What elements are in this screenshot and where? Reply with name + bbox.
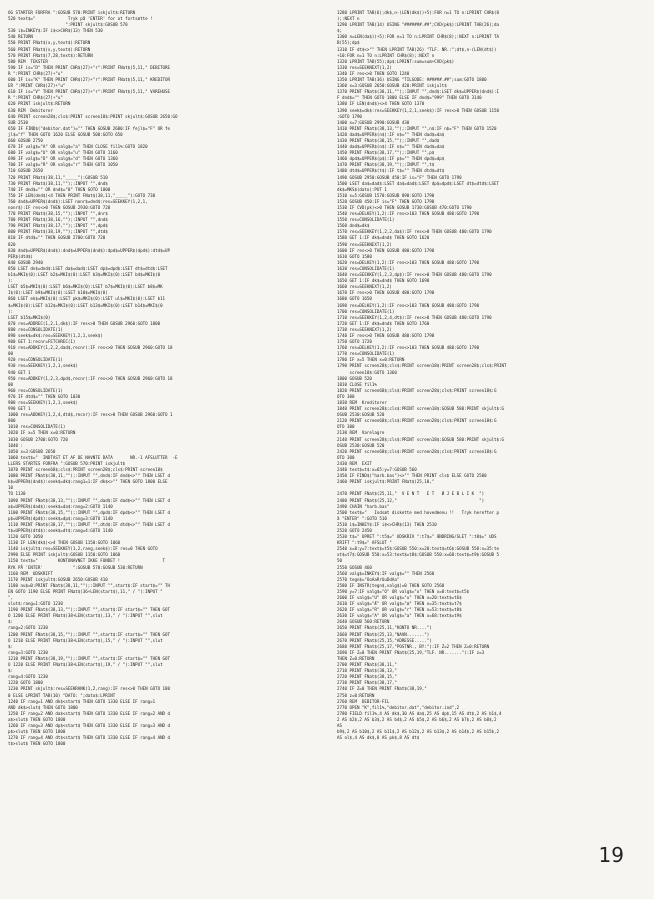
- right-code-line: 1750 GOTO 1720: [337, 339, 372, 345]
- right-code-line: 1780 IF x=5 THEN x=0:RETURN: [337, 357, 405, 363]
- left-code-line: ":PRINT skjult$:GOSUB 570: [8, 22, 128, 28]
- right-code-line: 1380 IF LEN(dnd$)<>4 THEN GOTO 1370: [337, 101, 425, 107]
- left-code-line: I$(0):LSET b9$=MKI$(0):LSET b10$=MKI$(0): [8, 290, 108, 296]
- right-code-line: :GOTO 1790: [337, 113, 362, 119]
- left-code-line: LSET b5$=MKI$(0):LSET b6$=MKI$(0):LSET b7$=MKI$(0):LSET b8$=MK: [8, 284, 163, 290]
- left-code-line: 1040 :: [8, 442, 23, 448]
- right-code-line: 2530 t$=" OPRET ":t5$=" UDSKRIV ":t7$=" ÆNDRING/SLET ":t8$=" UDS: [337, 534, 497, 540]
- right-code-line: 1330 res=SEEKNEXT(1,2): [337, 64, 392, 70]
- right-code-line: b9$,2 AS b10$,2 AS b11$,2 AS b12$,2 AS b13$,2 AS b14$,2 AS b15$,2: [337, 729, 500, 735]
- right-code-line: 2420 PRINT screen68$;cls$:PRINT screen28$;cls$:PRINT screen18$:G: [337, 448, 497, 454]
- right-code-line: THEN Z=0:RETURN: [337, 655, 375, 661]
- left-code-line: LLERS STARTES FORFRA ":GOSUB 570:PRINT iskjult$: [8, 460, 126, 466]
- right-code-line: 1840 PRINT screen28$;cls$:PRINT screen18$:GOSUB 580:PRINT skjult$:G: [337, 406, 505, 412]
- left-code-line: a$=UPPER$(dad$):seek$=da$:rang=2:GOTO 1140: [8, 503, 113, 509]
- left-code-line: 550 PRINT FNat$(x,y,text$):RETURN: [8, 40, 91, 46]
- right-code-line: 2590 y=7:IF valg$="O" OR valg$="o" THEN x=8:text$=t5$: [337, 588, 470, 594]
- right-code-line: OSUB 2530:GOSUB 520: [337, 442, 385, 448]
- left-code-line: 580 REM TEKSTER: [8, 58, 48, 64]
- left-code-line: 1230 PRINT skjult$:res=SEEKRANK(1,2,rang):IF res<>0 THEN GOTO 180: [8, 686, 171, 692]
- right-code-line: screen18$:GOTO 1360: [337, 369, 397, 375]
- left-code-line: 970 IF dtd$="" THEN GOTO 1030: [8, 393, 81, 399]
- right-code-line: 2760 REM DEBITOR-FIL: [337, 698, 390, 704]
- left-code-line: 730 PRINT FNat$(38,11,"");:INPUT "",dnd$: [8, 180, 108, 186]
- right-code-line: 2600 IF valg$="U" OR valg$="u" THEN x=20:text$=t6$: [337, 595, 462, 600]
- right-code-line: 2430 REM EXIT: [337, 460, 372, 466]
- right-code-line: 1650 GET 1:IF dk$=dnd$ THEN GOTO 1690: [337, 278, 430, 284]
- right-code-line: OTO 300: [337, 424, 355, 430]
- right-code-line: 1680 GOTO 1650: [337, 296, 372, 302]
- left-code-line: R ":PRINT CHR$(27)+"u": [8, 95, 63, 101]
- left-code-line: 00: [8, 381, 13, 387]
- left-code-line: slut$:rang=1:GOTO 1230: [8, 601, 63, 607]
- right-code-line: 2580 IF INSTR(tegn$,valg$)=0 THEN GOTO 2560: [337, 582, 445, 588]
- left-code-line: 1000 res=ADDKEY(1,2,4,dtd$,recnr):IF res<>0 THEN GOSUB 2960:GOTO 1: [8, 412, 173, 418]
- right-code-line: dk$=MKS$(dato):PUT 1: [337, 186, 387, 192]
- right-code-line: 1760 res=DELKEY(1,2):IF res<>103 THEN GOSUB 480:GOTO 1790: [337, 345, 480, 351]
- left-code-line: p$=UPPER$(dpd$):seek$=dp$:rang=3:GOTO 1140: [8, 515, 113, 521]
- right-code-line: 2610 IF valg$="Æ" OR valg$="æ" THEN x=35:text$=t7$: [337, 601, 462, 607]
- right-code-line: 1360 x=3:GOSUB 2650:GOSUB 420:PRINT iskjult$: [337, 83, 447, 89]
- left-code-line: 520 text$=" Tryk på 'ENTER' for at fortsætte !: [8, 16, 153, 22]
- right-code-line: 2650 PRINT FNat$(25,11,"KONTO NR...."): [337, 625, 432, 631]
- right-code-line: 1510 x=5:GOSUB 1570:GOSUB 890:GOTO 1790: [337, 192, 435, 198]
- left-code-line: 720 PRINT FNat$(38,11,"_____"):GOSUB 510: [8, 174, 108, 180]
- right-code-line: 1710 res=SEEKKEY(1,2,4,dt$):IF res<>0 THEN GOSUB 480:GOTO 1790: [337, 314, 492, 320]
- left-code-line: 870 res=ADDREC(1,2,1,dk$):IF res<>0 THEN GOSUB 2960:GOTO 1800: [8, 320, 161, 326]
- left-code-line: 00: [8, 351, 13, 357]
- right-code-line: 1770 res=CONSOLIDATE(1): [337, 351, 395, 357]
- right-code-line: 1460 dpd$=UPPER$(p$):IF p$="" THEN dpd$=dp$: [337, 156, 445, 162]
- left-code-line: 1200 PRINT FNat$(38,15,"");:INPUT "",start$:IF start$="" THEN GOT: [8, 631, 171, 637]
- right-code-line: 1700 res=CONSOLIDATE(1): [337, 308, 395, 314]
- left-code-line: 1140 iskjult$:res=SEEKKEY(1,2,rang,seek$):IF res=0 THEN GOTO: [8, 546, 158, 552]
- code-listing-right-column: [337, 10, 637, 741]
- right-code-line: 2500 text$=" Indsæt diskette med hovedmenu !! Tryk herefter p: [337, 509, 500, 515]
- right-code-line: 1480 dtd$=UPPER$(t$):IF t$="" THEN dtd$=dt$: [337, 168, 445, 174]
- right-code-line: 2480 PRINT FNat$(25,12," "): [337, 497, 485, 503]
- left-code-line: 840 GOSUB 2940: [8, 259, 43, 265]
- right-code-line: AS: [337, 722, 342, 728]
- right-code-line: 1740 IF res<>0 THEN GOSUB 480:GOTO 1790: [337, 332, 435, 338]
- left-code-line: O 1210 ELSE PRINT FNat$(38+LEN(start$),15," / "):INPUT "",slut: [8, 637, 163, 643]
- right-code-line: 1390 seek$=dk$:res=SEEKKEY(1,2,1,seek$):IF res<>0 THEN GOSUB 1150: [337, 107, 500, 113]
- right-code-line: 1620 res=DELKEY(1,2):IF res<>103 THEN GOSUB 480:GOTO 1790: [337, 259, 480, 265]
- right-code-line: 2120 PRINT screen68$;cls$:PRINT screen28$;cls$:PRINT screen18$:G: [337, 418, 497, 424]
- left-code-line: 10: [8, 485, 13, 491]
- left-code-line: b1$=MKI$(0):LSET b2$=MKI$(0):LSET b3$=MKI$(0):LSET b4$=MKI$(0: [8, 272, 161, 278]
- left-code-line: 910 res=ADDKEY(1,2,2,dad$,recnr):IF res<>0 THEN GOSUB 2960:GOTO 18: [8, 345, 173, 351]
- right-code-line: 1410 PRINT FNat$(38,13,"");:INPUT "",n$:IF n$="F" THEN GOTO 1520: [337, 125, 497, 131]
- left-code-line: 1050 x=3:GOSUB 2650: [8, 448, 56, 454]
- left-code-line: $:: [8, 643, 13, 649]
- left-code-line: 1060 text$=" INDTAST ET AF DE NAVNTE DATA NR.-1 AFSLUTTER -E: [8, 454, 178, 460]
- right-code-line: 1640 res=SEEKKEY(1,2,3,dp$):IF res<>0 THEN GOSUB 480:GOTO 1790: [337, 272, 492, 278]
- left-code-line: 830 dnd$=UPPER$(dnd$):dnd$=UPPER$(dnd$):dpd$=UPPER$(dpd$):dtd$=UP: [8, 247, 171, 253]
- right-code-line: 1610 GOTO 1580: [337, 253, 372, 259]
- left-code-line: 750 IF LEN(dnd$)<4 THEN PRINT FNat$(38,11,"_____"):GOTO 730: [8, 192, 156, 198]
- left-code-line: 850 LSET dn$=dnd$:LSET da$=dad$:LSET dp$=dpd$:LSET dt$=dtd$:LSET: [8, 265, 168, 271]
- right-code-line: 1540 res=DELKEY(1,2):IF res<>103 THEN GOSUB 480:GOTO 1790: [337, 211, 480, 217]
- left-code-line: a$>slut$ THEN GOTO 1800: [8, 716, 66, 722]
- right-code-line: 1690 res=DELKEY(1,2):IF res<>103 THEN GOSUB 480:GOTO 1790: [337, 302, 480, 308]
- right-code-line: 2730 PRINT FNat$(38,17,": [337, 680, 397, 686]
- right-code-line: 2440 text$=t$:x=65:y=7:GOSUB 560: [337, 467, 417, 473]
- left-code-line: 770 PRINT FNat$(38,15,"");:INPUT "",dnr$: [8, 211, 108, 217]
- right-code-line: 2460 PRINT iskjult$:PRINT FNat$(25,10,": [337, 479, 435, 485]
- left-code-line: 540 RETURN: [8, 34, 33, 40]
- left-code-line: p$>slut$ THEN GOTO 1800: [8, 729, 66, 735]
- left-code-line: RYK PÅ 'ENTER' ":GOSUB 570:GOSUB 530:RETURN: [8, 564, 143, 570]
- left-code-line: 1190 PRINT FNat$(38,13,"");:INPUT "",start$:IF start$="" THEN GOT: [8, 607, 171, 613]
- left-code-line: 780 PRINT FNat$(38,16,"");:INPUT "",dnd$: [8, 217, 108, 223]
- left-code-line: 1180 nu$=0:PRINT FNat$(38,11,"");:INPUT "",start$:IF start$="" TH: [8, 582, 171, 588]
- right-code-line: 2570 tegn$="OoAaRrUuDdAa": [337, 576, 400, 582]
- right-code-line: 2550 GOSUB 460: [337, 564, 372, 570]
- right-code-line: 1550 res=CONSOLIDATE(1): [337, 217, 395, 223]
- left-code-line: 860 LSET ek$=MKI$(0):LSET pk$=MKI$(0):LSET ul$=MKI$(0):LSET b11: [8, 296, 166, 302]
- right-code-line: 2770 OPEN "K",fil1%,"debitor.dat","debitor.ind",2: [337, 704, 460, 710]
- left-code-line: 2990 ELSE PRINT iskjult$:GOSUB 1150:GOTO 1060: [8, 552, 121, 558]
- left-code-line: AND dk$>slut$ THEN GOTO 1800: [8, 704, 78, 710]
- right-code-line: 1570 res=SEEKKEY(1,2,2,da$):IF res<>0 THEN GOSUB 480:GOTO 1790: [337, 229, 492, 235]
- left-code-line: t$=UPPER$(dtd$):seek$=dt$:rang=4:GOTO 1140: [8, 527, 113, 533]
- right-code-line: 1340 IF res<>0 THEN GOTO 1240: [337, 70, 410, 76]
- right-code-line: 2640 GOSUB 560:RETURN: [337, 619, 390, 625]
- right-code-line: 2510 i$=INKEY$:IF i$<>CHR$(13) THEN 2510: [337, 521, 437, 527]
- left-code-line: R ":PRINT CHR$(27)+"u": [8, 70, 63, 76]
- left-code-line: 960 res=CONSOLIDATE(1): [8, 387, 63, 393]
- right-code-line: 1800 GOSUB 520: [337, 375, 372, 381]
- left-code-line: 990 GET 1: [8, 406, 31, 412]
- left-code-line: 1210 PRINT FNat$(38,19,"");:INPUT "",start$:IF start$="" THEN GOT: [8, 655, 171, 661]
- right-code-line: 2720 PRINT FNat$(38,15,": [337, 674, 397, 680]
- right-code-line: 1590 res=SEEKNEXT(1,2): [337, 241, 392, 247]
- left-code-line: 690 IF valg$="D" OR valg$="d" THEN GOTO 1360: [8, 156, 118, 162]
- left-code-line: t$>slut$ THEN GOTO 1800: [8, 741, 66, 747]
- right-code-line: 1660 res=SEEKNEXT(1,2): [337, 284, 392, 290]
- left-code-line: 620 PRINT iskjult$:RETURN: [8, 101, 71, 107]
- right-code-line: 2470 PRINT FNat$(25,11," V E N T E T Ø J E B L I K "): [337, 491, 485, 497]
- right-code-line: 2130 REM Varelagre: [337, 430, 385, 436]
- left-code-line: 810 IF dtd$="" THEN GOSUB 2700:GOTO 720: [8, 235, 106, 241]
- right-code-line: 2680 PRINT FNat$(25,17,"POSTNR., BY:"):IF Z=2 THEN Z=0:RETURN: [337, 643, 490, 649]
- right-code-line: 2560 valg$=INKEY$:IF valg$="" THEN 2560: [337, 570, 435, 576]
- left-code-line: ):: [8, 308, 13, 314]
- left-code-line: LSET b15$=MKI$(0): [8, 314, 51, 320]
- left-code-line: O 1200 ELSE PRINT FNat$(38+LEN(start$),13," / "):INPUT "",slut: [8, 613, 163, 619]
- right-code-line: F dnd$="" THEN GOTO 1800 ELSE IF dnd$="999" THEN GOTO 3140: [337, 95, 482, 101]
- left-code-line: $:: [8, 668, 13, 674]
- left-code-line: 1110 PRINT FNat$(38,17,"");:INPUT "",dtd$:IF dtd$<>"" THEN LSET d: [8, 521, 171, 527]
- right-code-line: 2620 IF valg$="R" OR valg$="r" THEN x=53:text$=t8$: [337, 607, 462, 613]
- right-code-line: 2780 FIELD fil1%,4 AS dk$,30 AS da$,25 AS dp$,15 AS dt$,2 AS b1$,4: [337, 710, 502, 716]
- left-code-line: PER$(dtd$): [8, 253, 33, 259]
- right-code-line: $;: [337, 28, 342, 34]
- left-code-line: 940 GET 1: [8, 369, 31, 375]
- right-code-line: xt$=t7$:GOSUB 550:x=53:text$=t8$:GOSUB 550:x=68:text$=t9$:GOSUB 5: [337, 552, 500, 558]
- right-code-line: 1310 IF dt$<>"" THEN LPRINT TAB(26) "TLF. NR.:";dt$,n-(LEN(dt$)): [337, 46, 497, 52]
- left-code-line: 1090 PRINT FNat$(38,13,"");:INPUT "",dad$:IF dad$<>"" THEN LSET d: [8, 497, 171, 503]
- left-code-line: 670 IF valg$="A" OR valg$="a" THEN CLOSE fil1%:GOTO 1820: [8, 144, 148, 150]
- left-code-line: 880 res=CONSOLIDATE(1): [8, 326, 63, 332]
- left-code-line: 1220 GOTO 1800: [8, 680, 43, 686]
- right-code-line: 1560 dnd$=dk$: [337, 223, 370, 229]
- left-code-line: $=MKI$(0):LSET b12$=MKI$(0):LSET b13$=MKI$(0):LSET b14$=MKI$(0: [8, 302, 163, 308]
- left-code-line: 980 res=SEEKKEY(1,2,1,seek$): [8, 400, 78, 405]
- right-code-line: 1490 GOSUB 2950:GOSUB 450:IF is="F" THEN GOTO 1790: [337, 174, 462, 180]
- right-code-line: +10:FOR n=1 TO n:LPRINT CHR$(8);:NEXT n: [337, 52, 435, 58]
- left-code-line: 1020 IF x=5 THEN x=0:RETURN: [8, 430, 76, 436]
- left-code-line: 640 PRINT screen28$;cls$:PRINT screen18$:PRINT skjult$:GOSUB 2650:GO: [8, 113, 178, 119]
- right-code-line: 2630 IF valg$="A" OR valg$="a" THEN x=68:text$=t9$: [337, 613, 462, 619]
- right-code-line: 1350 LPRINT TAB(36) USING "TILGODE: ######.##";sum:GOTO 1800: [337, 77, 487, 83]
- right-code-line: AS ol$,4 AS dk$,8 AS pk$,8 AS dt$: [337, 735, 420, 741]
- left-code-line: 1260 IF rang=3 AND dp$<start$ THEN GOTO 1330 ELSE IF rang=3 AND d: [8, 722, 171, 728]
- left-code-line: 1070 PRINT screen68$;cls$:PRINT screen28$;cls$:PRINT screen18$: [8, 467, 163, 473]
- right-code-line: 1720 GET 1:IF dk$=dnd$ THEN GOTO 1760: [337, 320, 430, 326]
- right-code-line: 1830 REM Kreditorer: [337, 400, 387, 405]
- left-code-line: 1120 GOTO 1050: [8, 534, 43, 540]
- right-code-line: 2140 PRINT screen28$;cls$:PRINT screen18$:GOSUB 580:PRINT skjult$:G: [337, 436, 505, 442]
- left-code-line: 650 IF FIND$("debitor.dat")="" THEN GOSUB 2680:IF fejl$="F" OR fe: [8, 125, 171, 131]
- left-code-line: 1100 PRINT FNat$(38,15,"");:INPUT "",dpd$:IF dpd$<>"" THEN LSET d: [8, 509, 171, 515]
- left-code-line: 1150 text$=" KONTONAVNET IKKE FUNDET ! T: [8, 558, 166, 564]
- left-code-line: EN GOTO 1190 ELSE PRINT FNat$(36+LEN(start$),11," / "):INPUT ": [8, 588, 163, 594]
- right-code-line: 1450 PRINT FNat$(38,17,"");:INPUT "",p$: [337, 150, 435, 156]
- left-code-line: 610 IF is="V" THEN PRINT CHR$(27)+"r":PRINT FNat$(5,11," VAREHUSE: [8, 89, 171, 95]
- right-code-line: 2 AS b2$,2 AS b3$,2 AS b4$,2 AS b5$,2 AS b6$,2 AS b7$,2 AS b8$,2: [337, 716, 497, 722]
- left-code-line: 600 IF is="K" THEN PRINT CHR$(27)+"r":PRINT FNat$(5,11," KREDITOR: [8, 77, 171, 83]
- right-code-line: 1290 LPRINT TAB(14) USING "#######.##";CVD(pk$):LPRINT TAB(26);da: [337, 22, 500, 28]
- left-code-line: 820: [8, 241, 16, 247]
- right-code-line: 1730 res=SEEKNEXT(1,2): [337, 326, 392, 332]
- left-code-line: OG STARTER FORFRA ":GOSUB 570:PRINT iskjult$:RETURN: [8, 10, 136, 15]
- left-code-line: 920 res=CONSOLIDATE(1): [8, 357, 63, 363]
- right-code-line: 1810 CLOSE fil1%: [337, 381, 377, 387]
- right-code-line: 1790 PRINT screen28$;cls$:PRINT screen18$:PRINT screen28$;cls$:PRINT: [337, 363, 507, 369]
- right-code-line: 1530 IF CVD(pk)<>0 THEN GOSUB 1730:GOSUB 470:GOTO 1790: [337, 205, 472, 210]
- right-code-line: 1820 PRINT screen68$;cls$:PRINT screen28$;cls$:PRINT screen18$:G: [337, 387, 497, 393]
- left-code-line: 630 REM Debitorer: [8, 107, 53, 113]
- left-code-line: 890 seek$=dk$:res=SEEKKEY(1,2,1,seek$): [8, 332, 103, 338]
- right-code-line: 1670 IF res<>0 THEN GOSUB 480:GOTO 1790: [337, 290, 435, 296]
- left-code-line: SUB 2530: [8, 119, 28, 125]
- left-code-line: 530 i$=INKEY$:IF i$<>CHR$(13) THEN 530: [8, 28, 103, 34]
- left-code-line: 740 IF dnd$="" OR dnd$="0" THEN GOTO 1800: [8, 186, 111, 192]
- left-code-line: ):: [8, 278, 13, 284]
- left-code-line: 930 res=SEEKKEY(1,2,1,seek$): [8, 363, 78, 369]
- right-code-line: 1400 x=7:GOSUB 2990:GOSUB 430: [337, 119, 410, 125]
- right-code-line: 2520 GOTO 2450: [337, 527, 372, 533]
- left-code-line: 700 IF valg$="R" OR valg$="r" THEN GOTO 1050: [8, 162, 118, 168]
- left-code-line: 1240 IF rang=1 AND dk$<start$ THEN GOTO 1330 ELSE IF rang=1: [8, 698, 156, 704]
- right-code-line: 1280 LPRINT TAB(6);dk$,n-(LEN(dk$))+5):FOR n=1 TO n:LPRINT CHR$(8: [337, 10, 500, 15]
- right-code-line: 2710 PRINT FNat$(38,13,": [337, 668, 397, 674]
- right-code-line: 2750 z=0:RETURN: [337, 692, 375, 698]
- right-code-line: 1430 PRINT FNat$(38,15,"");:INPUT "",dad$: [337, 137, 440, 143]
- left-code-line: 800: [8, 418, 16, 424]
- left-code-line: 590 IF is="D" THEN PRINT CHR$(27)+"r":PRINT FNat$(5,11," DEBITORE: [8, 64, 171, 70]
- right-code-line: 1320 LPRINT TAB(55);dp$:LPRINT:sum=sum+CVD(pk$): [337, 58, 455, 64]
- left-code-line: nonr$):IF res<>0 THEN GOSUB 2930:GOTO 720: [8, 205, 111, 210]
- right-code-line: 2660 PRINT FNat$(25,13,"NAVN......."): [337, 631, 430, 637]
- right-code-line: );:NEXT n: [337, 16, 360, 22]
- right-code-line: B(55);dp$: [337, 40, 360, 46]
- left-code-line: rang=2:GOTO 1230: [8, 625, 48, 631]
- left-code-line: 1170 PRINT iskjult$:GOSUB 2650:GOSUB 410: [8, 576, 108, 582]
- right-code-line: 1420 dad$=UPPER$(n$):IF n$="" THEN dad$=da$: [337, 131, 445, 137]
- right-code-line: 2700 PRINT FNat$(38,11,": [337, 662, 397, 668]
- left-code-line: TO 1130: [8, 491, 26, 497]
- left-code-line: 660 GOSUB 2750: [8, 137, 43, 143]
- left-code-line: jl$="f" THEN GOTO 1620 ELSE GOSUB 500:GOTO 650: [8, 131, 123, 137]
- right-code-line: 1440 dad$=UPPER$(n$):IF n$="" THEN dad$=da$: [337, 144, 445, 150]
- right-code-line: å "ENTER" ":GOTO 510: [337, 515, 387, 521]
- right-code-line: 1520 GOSUB 450:IF is="F" THEN GOTO 1790: [337, 198, 435, 204]
- right-code-line: 2450 IF FIND$("harb.bas")<>"" THEN PRINT cls$ ELSE GOTO 2500: [337, 473, 487, 479]
- left-code-line: 1030 GOSUB 2700:GOTO 720: [8, 436, 68, 442]
- page-number: 19: [598, 843, 624, 867]
- left-code-line: 1130 IF LEN(dk$)<>4 THEN GOSUB 1150:GOTO 1060: [8, 540, 121, 546]
- right-code-line: 2740 IF Z=0 THEN PRINT FNat$(38,19,": [337, 686, 427, 692]
- right-code-line: 1500 LSET da$=dad$:LSET da$=dad$:LSET dp$=dpd$:LSET dt$=dtd$:LSET: [337, 180, 500, 186]
- left-code-line: 1080 PRINT FNat$(38,11,"");:INPUT "",dnd$:IF dnd$<>"" THEN LSET d: [8, 473, 171, 479]
- right-code-line: 2540 x=8:y=7:text$=t5$:GOSUB 550:x=20:text$=t6$:GOSUB 550:x=35:te: [337, 546, 500, 552]
- left-code-line: 760 dnd$=UPPER$(dnd$):LSET nonr$=dnd$:res=SEEKKEY(1,2,1,: [8, 198, 148, 204]
- left-code-line: 1270 IF rang=4 AND dt$<start$ THEN GOTO 1330 ELSE IF rang=4 AND d: [8, 735, 171, 741]
- left-code-line: 1010 res=CONSOLIDATE(1): [8, 424, 66, 430]
- right-code-line: 1600 IF res<>0 THEN GOSUB 480:GOTO 1790: [337, 247, 435, 253]
- right-code-line: OSUB 2530:GOSUB 520: [337, 412, 385, 418]
- right-code-line: KRIFT ":t9$=" AFSLUT ": [337, 540, 392, 546]
- left-code-line: rang=3:GOTO 1230: [8, 649, 48, 655]
- left-code-line: 1160 REM UDSKRIFT: [8, 570, 53, 576]
- right-code-line: 2670 PRINT FNat$(25,15,"ADRESSE....."): [337, 637, 432, 643]
- right-code-line: 1630 res=CONSOLIDATE(1): [337, 265, 395, 271]
- left-code-line: 790 PRINT FNat$(38,17,"");:INPUT "",dpd$: [8, 223, 108, 229]
- right-code-line: 1470 PRINT FNat$(38,19,"");:INPUT "",t$: [337, 162, 435, 168]
- right-code-line: 50: [337, 558, 342, 564]
- right-code-line: 1580 GET 1:IF dk$=dnd$ THEN GOTO 1620: [337, 235, 430, 241]
- right-code-line: OTO 300: [337, 454, 355, 460]
- right-code-line: OTO 300: [337, 393, 355, 399]
- left-code-line: rang=4:GOTO 1230: [8, 674, 48, 680]
- left-code-line: 800 PRINT FNat$(38,19,"");:INPUT "",dtd$: [8, 229, 108, 235]
- left-code-line: ",: [8, 595, 13, 600]
- left-code-line: $:: [8, 619, 13, 625]
- left-code-line: 710 GOSUB 2650: [8, 168, 43, 174]
- left-code-line: 900 GET 1:recnr=FETCHREC(1): [8, 339, 76, 345]
- left-code-line: 560 PRINT FNat$(x,y,text$):RETURN: [8, 46, 91, 52]
- right-code-line: 2690 IF Z=0 THEN PRINT FNat$(25,19,"TLF. NR......."):IF z=3: [337, 649, 485, 655]
- left-code-line: k$=UPPER$(dnd$):seek$=dk$:rang1=1:IF dk$<>"" THEN GOTO 1800 ELSE: [8, 479, 168, 485]
- left-code-line: 680 IF valg$="U" OR valg$="u" THEN GOTO 1160: [8, 150, 118, 156]
- left-code-line: 0 ELSE LPRINT TAB(10) "DATO: ";dato$:LPRINT: [8, 692, 116, 698]
- left-code-line: 950 res=ADDKEY(1,2,3,dpd$,recnr):IF res<>0 THEN GOSUB 2960:GOTO 18: [8, 375, 173, 381]
- right-code-line: 2490 CHAIN "harb.bas": [337, 503, 390, 509]
- right-code-line: 1370 PRINT FNat$(38,11,"");:INPUT "",dnd$:LSET dk$=UPPER$(dnd$):I: [337, 89, 500, 95]
- left-code-line: 570 PRINT FNat$(7,28,text$):RETURN: [8, 52, 93, 58]
- left-code-line: O 1220 ELSE PRINT FNat$(38+LEN(start$),19," / "):INPUT "",slut: [8, 662, 163, 668]
- right-code-line: 1300 n=LEN(da$))+5):FOR n=1 TO n:LPRINT CHR$(8);:NEXT n:LPRINT TA: [337, 34, 500, 40]
- left-code-line: 1250 IF rang=2 AND da$<start$ THEN GOTO 1330 ELSE IF rang=2 AND d: [8, 710, 171, 716]
- code-listing-left-column: [8, 10, 308, 830]
- left-code-line: ER ":PRINT CHR$(27)+"u": [8, 83, 66, 89]
